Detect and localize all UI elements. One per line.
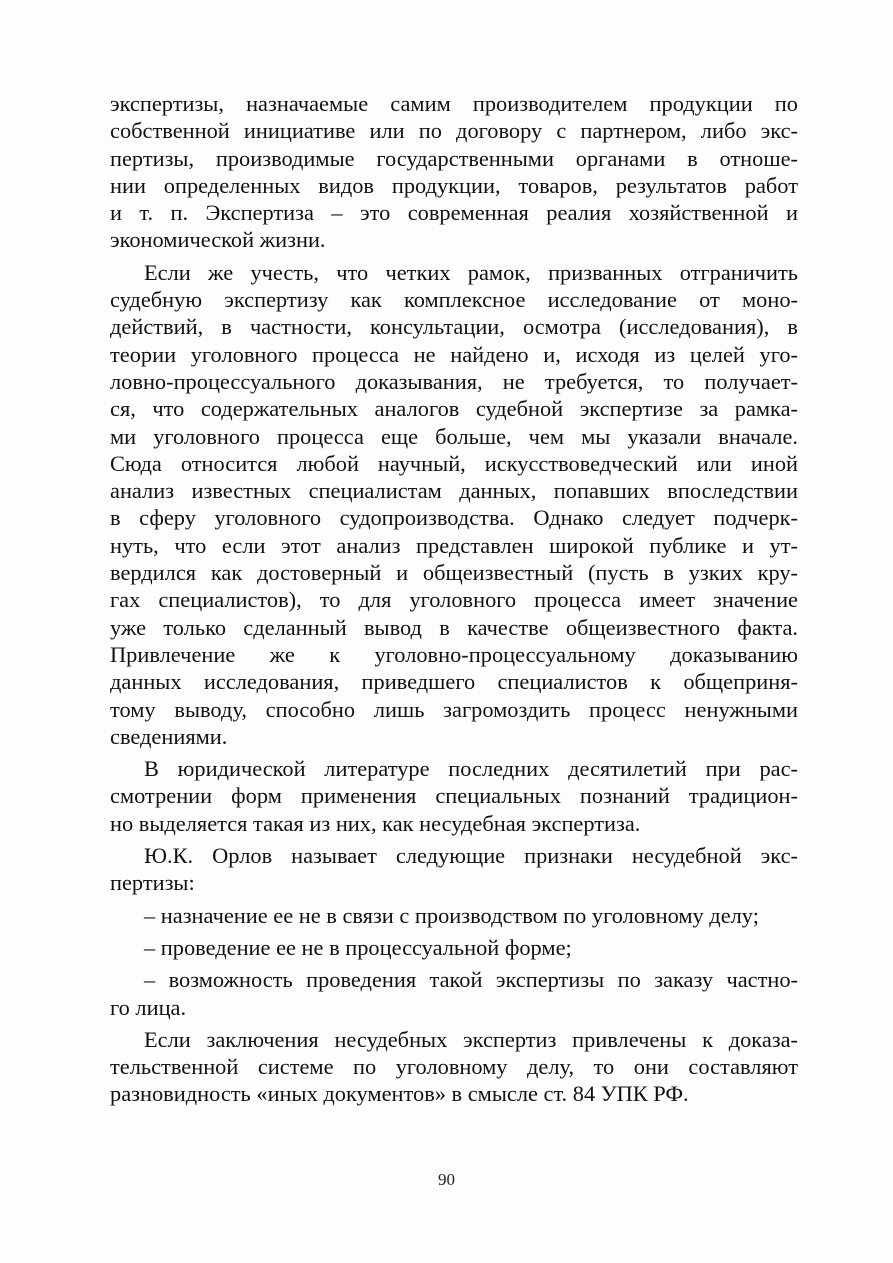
text-line: судебную экспертизу как комплексное исследование от моно- — [110, 287, 798, 313]
text-line: и т. п. Экспертиза – это современная реалия хозяйственной и — [110, 200, 798, 226]
paragraph — [110, 259, 798, 750]
paragraph — [110, 934, 798, 961]
paragraph — [110, 90, 798, 254]
text-line: Сюда относится любой научный, искусствоведческий или иной — [110, 450, 798, 476]
text-line: – возможность проведения такой экспертизы по заказу частно- — [144, 967, 798, 993]
text-line: нии определенных видов продукции, товаров, результатов работ — [110, 172, 798, 198]
text-line: вердился как достоверный и общеизвестный (пусть в узких кру- — [110, 560, 798, 586]
text-line: тому выводу, способно лишь загромоздить процесс ненужными — [110, 696, 798, 722]
text-line: Привлечение же к уголовно-процессуальному доказыванию — [110, 641, 798, 667]
text-line: го лица. — [110, 994, 187, 1020]
text-line: пертизы: — [110, 870, 195, 896]
text-line: Если же учесть, что четких рамок, призванных отграничить — [144, 259, 798, 285]
paragraph — [110, 966, 798, 1021]
text-line: данных исследования, приведшего специалистов к общеприня- — [110, 669, 798, 695]
text-line: действий, в частности, консультации, осмотра (исследования), в — [110, 314, 798, 340]
text-line: в сферу уголовного судопроизводства. Однако следует подчерк- — [110, 505, 798, 531]
text-line: уже только сделанный вывод в качестве общеизвестного факта. — [110, 614, 798, 640]
text-line: экономической жизни. — [110, 227, 326, 253]
paragraph — [110, 842, 798, 897]
text-line: – проведение ее не в процессуальной форме; — [144, 934, 572, 960]
text-line: но выделяется такая из них, как несудебная экспертиза. — [110, 810, 641, 836]
text-line: Ю.К. Орлов называет следующие признаки несудебной экс- — [144, 843, 798, 869]
text-line: тельственной системе по уголовному делу, то они составляют — [110, 1054, 798, 1080]
text-line: пертизы, производимые государственными органами в отноше- — [110, 145, 798, 171]
text-line: нуть, что если этот анализ представлен широкой публике и ут- — [110, 532, 798, 558]
text-line: – назначение ее не в связи с производством по уголовному делу; — [144, 902, 759, 928]
paragraph — [110, 1026, 798, 1108]
text-line: смотрении форм применения специальных познаний традицион- — [110, 783, 798, 809]
text-line: ся, что содержательных аналогов судебной экспертизе за рамка- — [110, 396, 798, 422]
paragraph — [110, 902, 798, 929]
paragraph — [110, 755, 798, 837]
text-line: Если заключения несудебных экспертиз привлечены к доказа- — [144, 1026, 798, 1052]
page-number: 90 — [438, 1170, 455, 1189]
text-line: ловно-процессуального доказывания, не требуется, то получает- — [110, 368, 798, 394]
text-line: сведениями. — [110, 723, 228, 749]
text-line: В юридической литературе последних десятилетий при рас- — [144, 756, 798, 782]
body-text — [110, 90, 798, 1108]
text-line: гах специалистов), то для уголовного процесса имеет значение — [110, 587, 798, 613]
text-line: разновидность «иных документов» в смысле ст. 84 УПК РФ. — [110, 1081, 689, 1107]
text-line: собственной инициативе или по договору с партнером, либо экс- — [110, 118, 798, 144]
text-line: теории уголовного процесса не найдено и, исходя из целей уго- — [110, 341, 798, 367]
text-line: ми уголовного процесса еще больше, чем мы указали вначале. — [110, 423, 798, 449]
text-line: анализ известных специалистам данных, попавших впоследствии — [110, 478, 798, 504]
text-line: экспертизы, назначаемые самим производителем продукции по — [110, 91, 798, 116]
